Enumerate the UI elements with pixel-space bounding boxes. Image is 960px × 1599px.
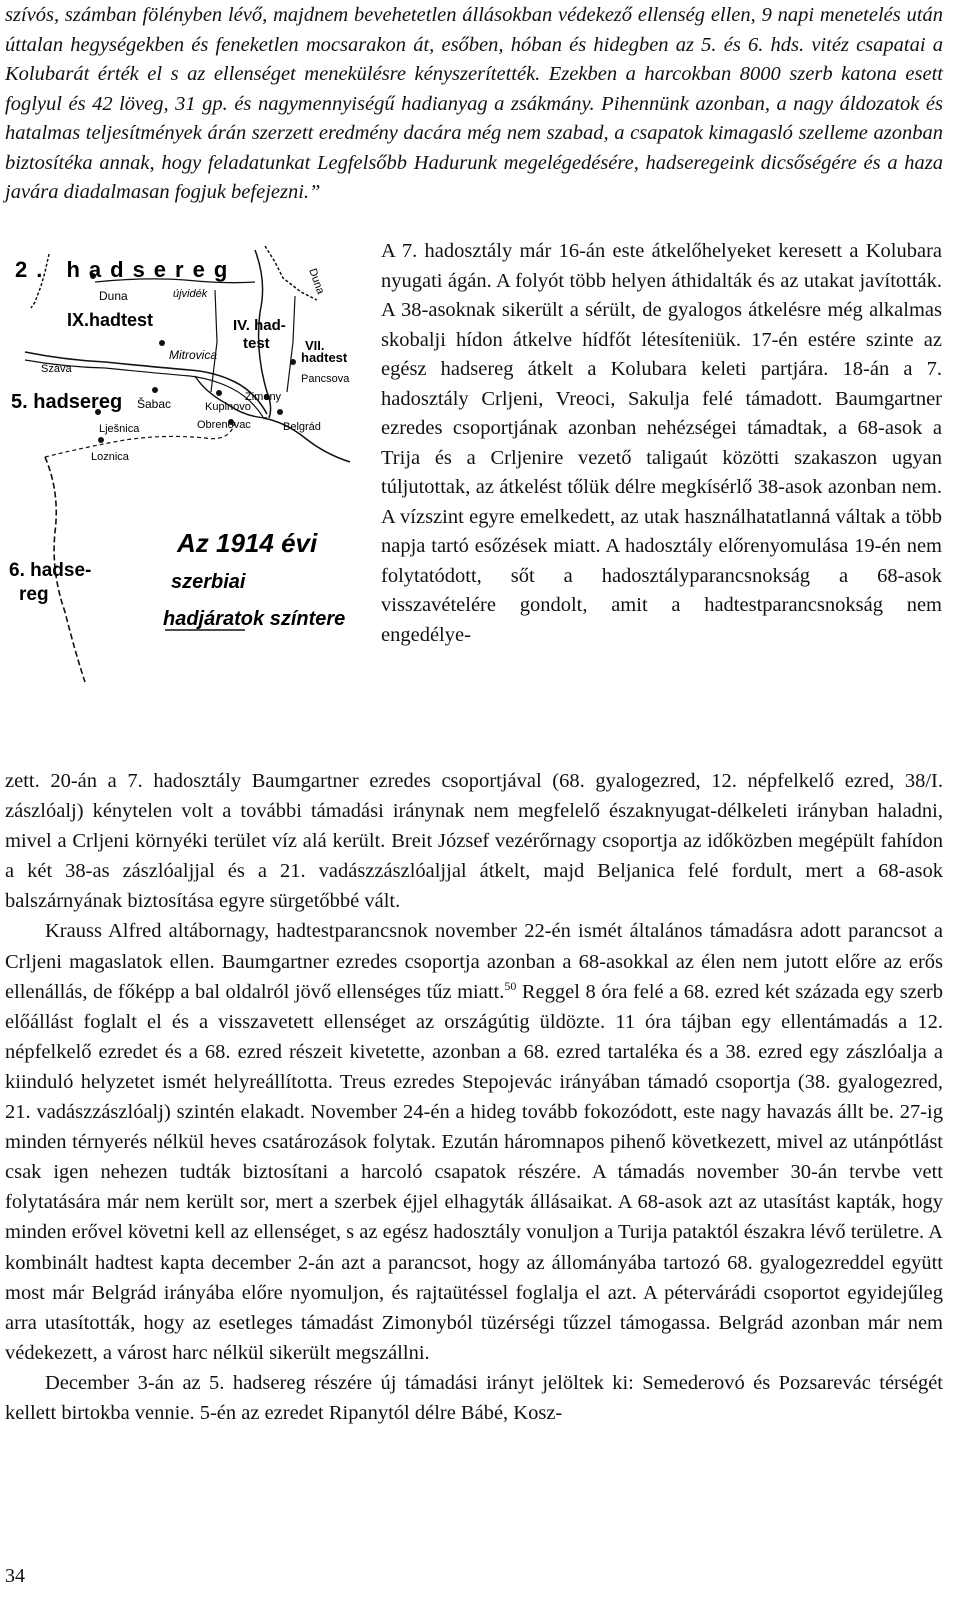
map-label-army2: 2. hadsereg (15, 257, 237, 282)
main-text (5, 766, 943, 1428)
map-title-line2: szerbiai (171, 571, 246, 593)
map-label-mitrovica: Mitrovica (169, 348, 218, 362)
map-label-army6b: reg (19, 584, 49, 605)
map-label-belgrad: Belgrád (283, 421, 321, 433)
map-title-line1: Az 1914 évi (177, 528, 318, 558)
paragraph-krauss-part1: Krauss Alfred altábornagy, hadtestparancsnok november 22-én ismét általános támadásra adott parancsot a Crljeni magaslatok ellen. Baumgartner ezredes csoportja azonban a 68-asokkal az élen nem jutott előre az erős ellenállás, de főképp a bal oldalról jövő ellenséges tűz miatt. (5, 920, 943, 1003)
map-drawing (5, 242, 365, 697)
map-label-szava: Száva (41, 363, 72, 375)
map-label-army5: 5. hadsereg (11, 391, 123, 413)
map-label-duna-small: Duna (99, 289, 128, 303)
paragraph-krauss (5, 916, 943, 1367)
page-number: 34 (5, 1565, 25, 1587)
map-label-corps9: IX.hadtest (67, 310, 154, 330)
map-label-zimony: Zimony (245, 391, 282, 403)
quote-paragraph: szívós, számban fölényben lévő, majdnem bevehetetlen állásokban védekező ellenség ellen, 9 napi menetelés után úttalan hegységekben és feneketlen mocsarakon át, esőben, hóban és hidegben az 5. és 6. hds. vitéz csapatai a Kolubarát érték el s az ellenséget menekülésre kényszerítették. Ezekben a harcokban 8000 szerb katona esett foglyul és 42 löveg, 31 gp. és nagymennyiségű hadianyag a zsákmány. Pihennünk azonban, a nagy áldozatok és hatalmas teljesítmények árán szerzett eredmény dacára még nem szabad, a csapatok kimagasló szelleme azonban biztosítéka annak, hogy feladatunkat Legfelsőbb Hadurunk megelégedésére, hadseregeink dicsőségére és a haza javára diadalmasan fogjuk befejezni.” (5, 4, 943, 203)
continued-paragraph: zett. 20-án a 7. hadosztály Baumgartner ezredes csoportjával (68. gyalogezred, 12. népfelkelő ezred, 38/I. zászlóalj) kénytelen volt a további támadási iránynak nem megfelelő északnyugat-délkeleti irányban haladni, mivel a Crljeni környéki terület víz alá került. Breit József vezérőrnagy csoportja az időközben megépült fahídon a két 38-as zászlóaljjal és a 21. vadászzászlóaljjal átkelt, majd Beljanica felé fordult, mert a 68-asok balszárnyának biztosítása egyre sürgetőbbé vált. (5, 770, 943, 913)
map-label-loznica: Loznica (91, 451, 129, 463)
map-label-ljesnica: Lješnica (99, 423, 140, 435)
map-label-corps4a: IV. had- (233, 317, 286, 334)
map-label-corps7b: hadtest (301, 350, 348, 365)
map-label-army6a: 6. hadse- (9, 560, 92, 581)
map-title-line3: hadjáratok színtere (163, 608, 346, 630)
side-paragraph: A 7. hadosztály már 16-án este átkelőhelyeket keresett a Kolubara nyugati ágán. A folyót több helyen áthidalták és az utakat javították. A 38-asoknak sikerült a sérült, de gyalogos átkelésre még alkalmas skobalji hídon átkelve hídfőt létesíteniük. 17-én estére szinte az egész hadsereg átkelt a Kolubara keleti partjára. 18-án a 7. hadosztály Crljeni, Vreoci, Sakulja felé támadott. Baumgartner ezredes csoportjának azonban nehézségei támadtak, a 68-asok a Trija és a Crljenire vezető taligaút közötti szakaszon ugyan túljutottak, az átkelést tőlük délre megkísérlő 38-asok azonban nem. A vízszint egyre emelkedett, az utak használhatatlanná váltak a több napja tartó esőzések miatt. A hadosztály előrenyomulása 19-én nem folytatódott, sőt a hadosztályparancsnokság a 68-asok visszavételére gondolt, amit a hadtestparancsnokság nem engedélye- (381, 240, 942, 646)
footnote-ref: 50 (504, 978, 517, 993)
map-label-kupinovo: Kupinovo (205, 401, 251, 413)
paragraph-december: December 3-án az 5. hadsereg részére új támadási irányt jelöltek ki: Semederovó és Pozsarevác térségét kellett birtokba vennie. 5-én az ezredet Ripanytól délre Bábé, Kosz- (5, 1371, 943, 1424)
map-label-ujvidek: újvidék (173, 288, 208, 300)
paragraph-krauss-part2: Reggel 8 óra felé a 68. ezred két százada egy szerb előállást foglalt el és a visszavetett ellenséget az országútig üldözte. 11 óra tájban egy ellentámadás a 12. népfelkelő ezredet és a 68. ezred részeit kivetette, azonban a 68. ezred tartaléka és a 38. ezred egy zászlóalja a kiinduló helyzetet ismét helyreállította. Treus ezredes Stepojevác irányában támadó csoportja (38. gyalogezred, 21. vadászzászlóalj) szintén elakadt. November 24-én a hideg tovább fokozódott, este nagy havazás állt be. 27-ig minden térnyerés nélkül heves csatározások folytak. Ezután háromnapos pihenő következett, mivel az utánpótlást csak igen nehezen tudták biztosítani a harcoló csapatok részére. A támadás november 30-án tervbe vett folytatására már nem került sor, mert a szerbek éjjel elhagyták állásaikat. A 68-asok azt az utasítást kapták, hogy minden erővel követni kell az ellenséget, s az egész hadosztály vonuljon a Turija pataktól északra lévő területre. A kombinált hadtest kapta december 2-án azt a parancsot, hogy az állományába tartozó 68. gyalogezreddel együtt most már Belgrád irányába előre nyomuljon, és rajtaütéssel foglalja el azt. A pétervárádi csoportot egyidejűleg arra utasították, hogy az esetleges támadást Zimonyból tüzérségi tűzzel támogassa. Belgrád azonban már nem védekezett, a várost harc nélkül sikerült megszállni. (5, 980, 943, 1364)
campaign-map (5, 242, 365, 697)
map-label-corps7a: VII. (305, 338, 325, 353)
map-label-pancsova: Pancsova (301, 373, 350, 385)
map-label-corps4b: test (243, 335, 270, 352)
map-label-sabac: Šabac (137, 397, 172, 411)
map-label-duna: Duna (306, 266, 327, 296)
map-label-obrenovac: Obrenovac (197, 419, 251, 431)
